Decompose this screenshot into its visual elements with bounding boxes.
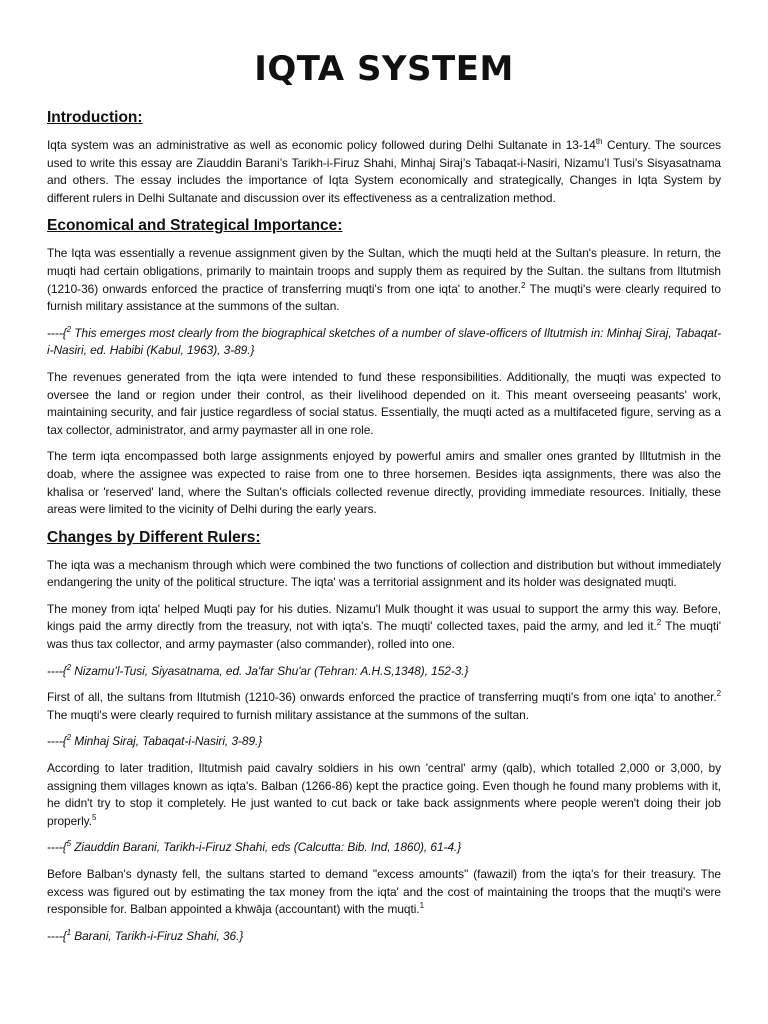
intro-paragraph: Iqta system was an administrative as well as economic policy followed during Delhi Sultanate in 13-14th Century. The sources used to write this essay are Ziauddin Barani’s Tarikh-i-Firuz Shahi, Minhaj Siraj’s Tabaqat-i-Nasiri, Nizamu’l Tusi’s Sisyasatnama and others. The essay includes the importance of Iqta System economically and strategically, Changes in Iqta System by different rulers in Delhi Sultanate and discussion over its effectiveness as a centralization method.	[47, 137, 721, 205]
importance-paragraph-1: The Iqta was essentially a revenue assignment given by the Sultan, which the muqti held at the Sultan's pleasure. In return, the muqti had certain obligations, primarily to maintain troops and supply them as required by the Sultan. the sultans from Iltutmish (1210-36) onwards enforced the practice of transferring muqti's from one iqta' to another.$^2$ The muqti's were clearly required to furnish military assistance at the summons of the sultan.	[47, 246, 721, 314]
changes-paragraph-2: The money from iqta' helped Muqti pay for his duties. Nizamu'l Mulk thought it was usual to support the army this way. Before, kings paid the army directly from the treasury, not with iqta's. The muqti' collected taxes, paid the army, and led it.$^2$ The muqti' was thus tax collector, and army paymaster (also commander), rolled into one.	[47, 601, 721, 652]
section-heading-changes: Changes by Different Rulers:	[47, 528, 261, 546]
section-heading-introduction: Introduction:	[47, 109, 143, 126]
footnote-4: ----{$^5$ Ziauddin Barani, Tarikh-i-Firuz Shahi, eds (Calcutta: Bib. Ind, 1860), 61-4.}	[47, 839, 462, 855]
footnote-3: ----{$^2$ Minhaj Siraj, Tabaqat-i-Nasiri, 3-89.}	[47, 733, 263, 749]
changes-paragraph-5: Before Balban's dynasty fell, the sultans started to demand "excess amounts" (fawazil) from the iqta's for their treasury. The excess was figured out by estimating the tax money from the iqta' and the cost of maintaining the troops that the muqti's were responsible for. Balban appointed a khwāja (accountant) with the muqti.$^1$	[47, 867, 721, 917]
footnote-2: ----{$^2$ Nizamu’l-Tusi, Siyasatnama, ed. Ja'far Shu'ar (Tehran: A.H.S,1348), 152-3.}	[47, 662, 469, 678]
footnote-5: ----{$^1$ Barani, Tarikh-i-Firuz Shahi, 36.}	[47, 927, 244, 943]
changes-paragraph-1: The iqta was a mechanism through which were combined the two functions of collection and distribution but without immediately endangering the unity of the political structure. The iqta' was a territorial assignment and its holder was designated muqti.	[47, 557, 721, 590]
footnote-1: ----{$^2$ This emerges most clearly from the biographical sketches of a number of slave-officers of Iltutmish in: Minhaj Siraj, Tabaqat-i-Nasiri, ed. Habibi (Kabul, 1963), 3-89.}	[47, 324, 721, 358]
changes-paragraph-4: According to later tradition, Iltutmish paid cavalry soldiers in his own 'central' army (qalb), which totalled 2,000 or 3,000, by assigning them villages known as iqta's. Balban (1266-86) kept the practice going. Even though he found many problems with it, he didn't try to stop it completely. He just wanted to cut back or take back assignments where people weren't doing their job properly.$^5$	[47, 761, 721, 828]
section-heading-importance: Economical and Strategical Importance:	[47, 217, 343, 235]
importance-paragraph-2: The revenues generated from the iqta were intended to fund these responsibilities. Additionally, the muqti was expected to oversee the land or region under their control, as their livelihood depended on it. This meant overseeing peasants' work, maintaining security, and fair justice regardless of social status. Essentially, the muqti acted as a multifaceted figure, serving as a tax collector, administrator, and army paymaster all in one role.	[47, 369, 721, 437]
page-title: IQTA SYSTEM	[254, 49, 514, 89]
importance-paragraph-3: The term iqta encompassed both large assignments enjoyed by powerful amirs and smaller ones granted by Illtutmish in the doab, where the assignee was expected to raise from one to three horsemen. Besides iqta assignments, there was also the khalisa or 'reserved' land, where the Sultan's officials collected revenue directly, providing immediate resources. Initially, these areas were limited to the vicinity of Delhi during the early years.	[47, 449, 721, 517]
changes-paragraph-3: First of all, the sultans from Iltutmish (1210-36) onwards enforced the practice of transferring muqti's from one iqta' to another.$^2$ The muqti's were clearly required to furnish military assistance at the summons of the sultan.	[47, 689, 721, 722]
